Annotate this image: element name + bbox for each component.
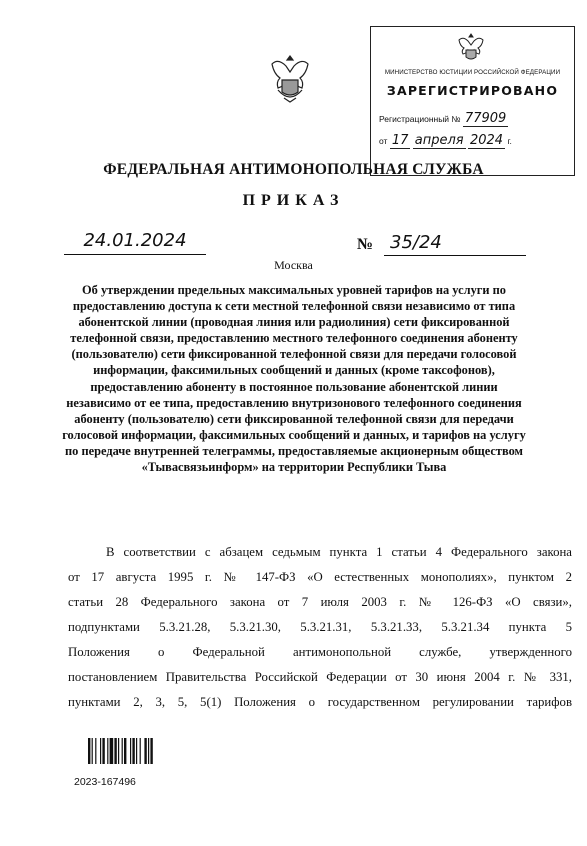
stamp-date-year: 2024 (469, 133, 504, 148)
order-number: 35/24 (384, 232, 526, 256)
stamp-date-prefix: от (379, 136, 388, 146)
document-code: 2023-167496 (74, 776, 136, 788)
stamp-emblem-icon (455, 31, 487, 65)
stamp-reg-label: Регистрационный № (379, 114, 461, 124)
registration-stamp (370, 26, 575, 176)
body-line: пунктами 2, 3, 5, 5(1) Положения о государственном регулировании тарифов (68, 695, 572, 709)
stamp-status: ЗАРЕГИСТРИРОВАНО (386, 83, 559, 98)
body-line: В соответствии с абзацем седьмым пункта 1 статьи 4 Федерального закона (106, 545, 572, 559)
stamp-date-row (379, 133, 512, 149)
stamp-ministry: МИНИСТЕРСТВО ЮСТИЦИИ РОССИЙСКОЙ ФЕДЕРАЦИИ (384, 69, 561, 76)
body-paragraph (68, 540, 572, 715)
body-line: от 17 августа 1995 г. № 147-ФЗ «О естественных монополиях», пунктом 2 (68, 570, 572, 584)
order-date: 24.01.2024 (64, 230, 206, 255)
stamp-reg-row (379, 111, 508, 127)
stamp-date-day: 17 (391, 133, 409, 148)
number-sign: № (357, 236, 374, 253)
body-line: подпунктами 5.3.21.28, 5.3.21.30, 5.3.21.31, 5.3.21.33, 5.3.21.34 пункта 5 (68, 620, 572, 634)
document-type: ПРИКАЗ (242, 192, 345, 209)
body-line: статьи 28 Федерального закона от 7 июля 2003 г. № 126-ФЗ «О связи», (68, 595, 572, 609)
stamp-date-month: апреля (414, 133, 464, 148)
stamp-date-suffix: г. (507, 136, 512, 146)
agency-name: ФЕДЕРАЛЬНАЯ АНТИМОНОПОЛЬНАЯ СЛУЖБА (103, 161, 484, 178)
body-line: Положения о Федеральной антимонопольной службе, утвержденного (68, 645, 572, 659)
barcode (88, 738, 176, 764)
city: Москва (274, 258, 313, 272)
order-heading: Об утверждении предельных максимальных уровней тарифов на услуги по предоставлению доступа к сети местной телефонной связи независимо от типа абонентской линии (проводная линия или радиолиния) сети фиксированной телефонной связи, предоставлению местного телефонного соединения абоненту (пользователю) сети фиксированной телефонной связи для передачи голосовой информации, факсимильных сообщений и данных (кроме таксофонов), предоставлению абоненту в постоянное пользование абонентской линии независимо от ее типа, предоставлению внутризонового телефонного соединения абоненту (пользователю) сети фиксированной телефонной связи для передачи голосовой информации, факсимильных сообщений и данных, и тарифов на услугу по передаче внутренней телеграммы, предоставляемые акционерным обществом «Тывасвязьинформ» на территории Республики Тыва (62, 283, 526, 475)
coat-of-arms-emblem (262, 50, 318, 106)
stamp-reg-number: 77909 (464, 111, 507, 126)
body-line: постановлением Правительства Российской Федерации от 30 июня 2004 г. № 331, (68, 670, 572, 684)
